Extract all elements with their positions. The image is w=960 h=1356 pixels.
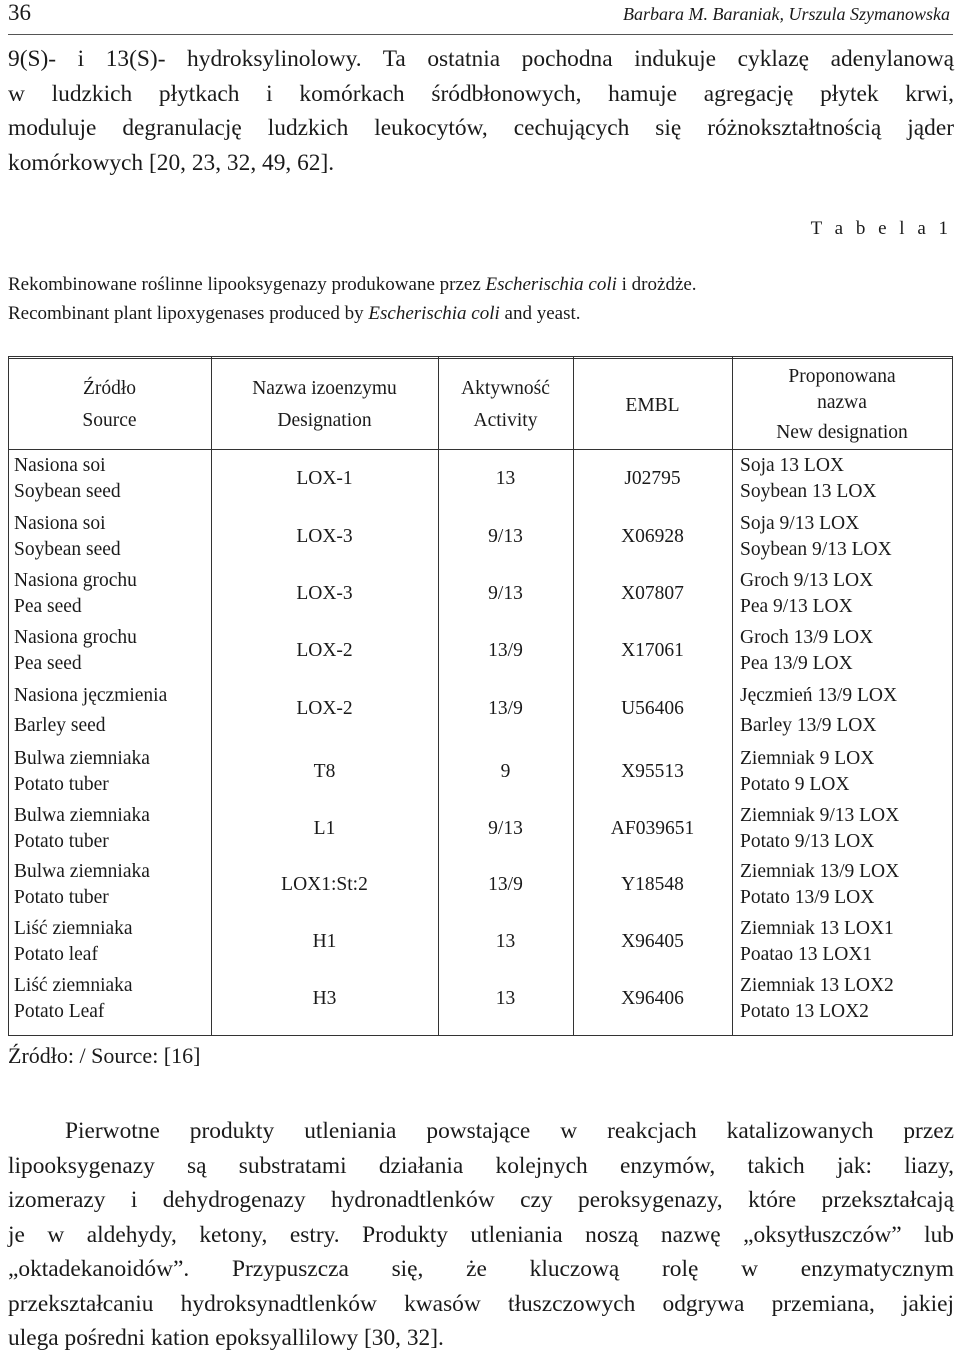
col-rule [952,356,953,1036]
cell-designation: H1 [312,931,337,952]
col-rule [8,356,9,1036]
cell-designation: LOX-1 [296,468,353,489]
cell-new-designation-pl: Jęczmień 13/9 LOX [740,685,898,706]
header-text: New designation [776,422,908,443]
cell-new-designation-pl: Ziemniak 9/13 LOX [740,805,900,826]
header-text: nazwa [817,392,867,413]
cell-source-pl: Nasiona grochu [14,570,137,591]
cell-embl: X06928 [621,526,684,547]
paragraph-line: moduluje degranulację ludzkich leukocytów, cechujących się różnokształtnością jąder [8,115,954,141]
table-label: T a b e l a 1 [810,218,952,239]
header-text: Source [82,410,137,431]
cell-source-en: Potato tuber [14,831,109,852]
cell-activity: 13/9 [488,698,523,719]
cell-source-en: Soybean seed [14,539,121,560]
cell-new-designation-en: Pea 13/9 LOX [740,653,853,674]
cell-designation: LOX-3 [296,583,353,604]
cell-source-en: Potato Leaf [14,1001,105,1022]
paragraph-line: przekształcaniu hydroksynadtlenków kwasów tłuszczowych odgrywa przemiana, jakiej [8,1290,954,1317]
caption-text: Recombinant plant lipoxygenases produced by [8,303,369,324]
cell-embl: X95513 [621,761,684,782]
cell-new-designation-pl: Ziemniak 9 LOX [740,748,875,769]
table-top-rule [8,356,953,359]
header-source [8,376,211,434]
header-new-designation [732,364,952,446]
cell-source-pl: Nasiona soi [14,513,106,534]
cell-embl: X96405 [621,931,684,952]
cell-designation: LOX-2 [296,698,353,719]
cell-source-en: Soybean seed [14,481,121,502]
cell-new-designation-en: Pea 9/13 LOX [740,596,853,617]
cell-embl: AF039651 [610,818,695,839]
caption-species: Escherischia coli [368,303,500,324]
cell-activity: 13/9 [488,640,523,661]
paragraph-line: ulega pośredni kation epoksyallilowy [30, 32]. [8,1325,444,1351]
cell-embl: X07807 [621,583,684,604]
table-bottom-rule [8,1035,953,1036]
table-source-note: Źródło: / Source: [16] [8,1043,201,1068]
cell-new-designation-pl: Soja 13 LOX [740,455,844,476]
header-text: EMBL [625,395,680,416]
caption-species: Escherischia coli [485,274,617,295]
cell-activity: 13 [495,931,516,952]
cell-embl: Y18548 [621,874,684,895]
header-text: Aktywność [461,378,550,399]
cell-source-en: Potato tuber [14,774,109,795]
paragraph-line: Pierwotne produkty utleniania powstające w reakcjach katalizowanych przez [65,1118,954,1144]
page-number: 36 [8,0,31,25]
cell-source-en: Pea seed [14,596,82,617]
cell-activity: 13 [495,468,516,489]
cell-designation: T8 [313,761,336,782]
header-text: Designation [277,410,372,431]
cell-activity: 9 [500,761,511,782]
paragraph-line: je w aldehydy, ketony, estry. Produkty utleniania noszą nazwę „oksytłuszczów” lub [8,1221,954,1248]
cell-new-designation-en: Potato 13/9 LOX [740,887,875,908]
paragraph-line: izomerazy i dehydrogenazy hydronadtlenków czy peroksygenazy, które przekształcają [8,1187,954,1213]
cell-new-designation-en: Potato 9/13 LOX [740,831,875,852]
cell-designation: H3 [312,988,337,1009]
cell-source-en: Pea seed [14,653,82,674]
cell-new-designation-en: Potato 9 LOX [740,774,850,795]
top-paragraph [8,42,954,180]
cell-new-designation-pl: Ziemniak 13/9 LOX [740,861,900,882]
running-header-authors: Barbara M. Baraniak, Urszula Szymanowska [623,4,950,24]
cell-activity: 9/13 [488,583,523,604]
caption-text: and yeast. [499,303,581,324]
table-caption-pl [8,274,697,296]
cell-embl: X96406 [621,988,684,1009]
paragraph-line: komórkowych [20, 23, 32, 49, 62]. [8,149,335,176]
cell-new-designation-pl: Groch 13/9 LOX [740,627,874,648]
cell-activity: 9/13 [488,818,523,839]
cell-source-pl: Nasiona grochu [14,627,137,648]
paragraph-line: 9(S)- i 13(S)- hydroksylinolowy. Ta ostatnia pochodna indukuje cyklazę adenylanową [8,46,954,72]
cell-embl: U56406 [621,698,684,719]
lipoxygenase-table [8,356,953,1036]
cell-source-pl: Bulwa ziemniaka [14,748,150,769]
header-text: Proponowana [788,366,896,387]
cell-new-designation-en: Potato 13 LOX2 [740,1001,869,1022]
cell-new-designation-pl: Groch 9/13 LOX [740,570,874,591]
paragraph-line: „oktadekanoidów”. Przypuszcza się, że kluczową rolę w enzymatycznym [8,1256,954,1282]
cell-designation: LOX-3 [296,526,353,547]
header-designation [211,376,438,434]
cell-source-pl: Bulwa ziemniaka [14,805,150,826]
header-text: Nazwa izoenzymu [252,378,397,399]
cell-source-pl: Bulwa ziemniaka [14,861,150,882]
header-bottom-rule [8,449,953,450]
header-activity [438,376,573,434]
table-caption-en [8,303,581,325]
cell-activity: 9/13 [488,526,523,547]
cell-embl: X17061 [621,640,684,661]
cell-activity: 13/9 [488,874,523,895]
cell-new-designation-en: Barley 13/9 LOX [740,715,877,736]
header-embl [573,393,732,419]
cell-source-en: Potato tuber [14,887,109,908]
paragraph-line: w ludzkich płytkach i komórkach śródbłonowych, hamuje agregację płytek krwi, [8,80,954,107]
cell-source-pl: Nasiona jęczmienia [14,685,168,706]
header-rule [8,34,953,35]
cell-designation: LOX1:St:2 [281,874,368,895]
cell-source-en: Barley seed [14,715,106,736]
cell-new-designation-pl: Ziemniak 13 LOX1 [740,918,894,939]
cell-new-designation-en: Soybean 9/13 LOX [740,539,892,560]
cell-designation: LOX-2 [296,640,353,661]
cell-activity: 13 [495,988,516,1009]
bottom-paragraph [8,1114,954,1356]
cell-designation: L1 [313,818,336,839]
caption-text: Rekombinowane roślinne lipooksygenazy produkowane przez [8,274,486,295]
cell-source-pl: Nasiona soi [14,455,106,476]
cell-source-pl: Liść ziemniaka [14,918,133,939]
cell-new-designation-pl: Ziemniak 13 LOX2 [740,975,894,996]
col-rule [732,356,733,1036]
paragraph-line: lipooksygenazy są substratami działania kolejnych enzymów, takich jak: liazy, [8,1152,954,1179]
cell-new-designation-pl: Soja 9/13 LOX [740,513,860,534]
cell-embl: J02795 [624,468,681,489]
cell-source-en: Potato leaf [14,944,98,965]
caption-text: i drożdże. [616,274,697,295]
cell-source-pl: Liść ziemniaka [14,975,133,996]
cell-new-designation-en: Poatao 13 LOX1 [740,944,873,965]
header-text: Źródło [82,378,137,399]
header-text: Activity [473,410,538,431]
cell-new-designation-en: Soybean 13 LOX [740,481,877,502]
